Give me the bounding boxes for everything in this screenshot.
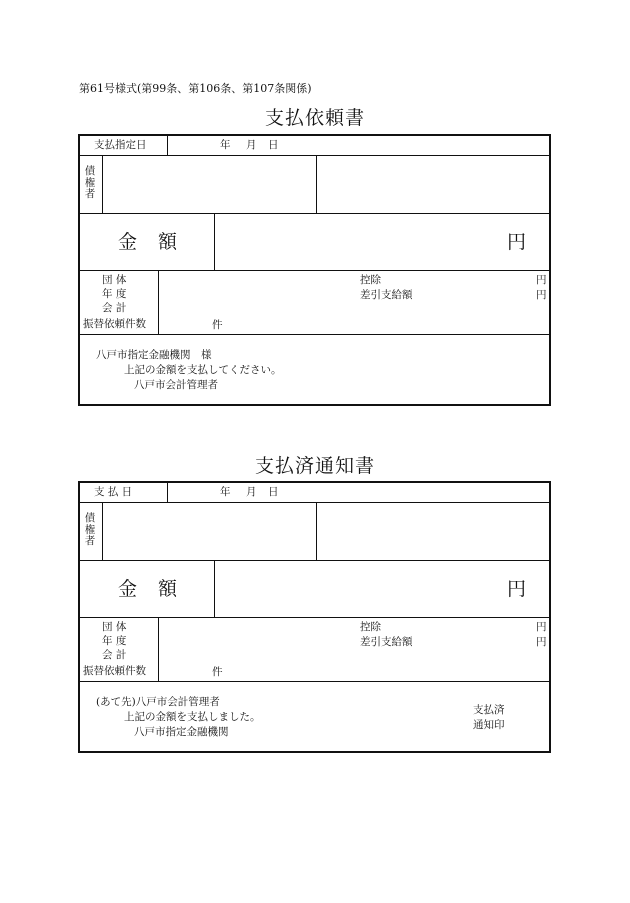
divider [316, 155, 317, 213]
divider [167, 136, 168, 155]
deduction-yen-unit: 円 [536, 274, 547, 286]
divider [80, 270, 549, 271]
count-unit: 件 [212, 319, 223, 331]
amount-label-gaku: 額 [158, 578, 179, 600]
divider [167, 483, 168, 502]
divider [214, 213, 215, 270]
divider [214, 560, 215, 617]
notice-stamp-label: 通知印 [473, 719, 505, 731]
yen-unit: 円 [507, 231, 528, 253]
transfer-count-label: 振替依頼件数 [83, 318, 146, 330]
count-unit: 件 [212, 666, 223, 678]
date-month-label: 月 [246, 486, 257, 498]
divider [80, 213, 549, 214]
divider [158, 270, 159, 334]
payment-date-label: 支 払 日 [94, 486, 133, 498]
amount-label-kin: 金 [118, 231, 139, 253]
notice-message: 上記の金額を支払しました。 [124, 711, 261, 723]
divider [80, 502, 549, 503]
notice-title: 支払済通知書 [254, 455, 375, 477]
divider [80, 681, 549, 682]
date-day-label: 日 [268, 139, 279, 151]
sender: 八戸市会計管理者 [134, 379, 218, 391]
request-title: 支払依頼書 [264, 107, 365, 129]
org-label: 団 体 [102, 621, 127, 633]
divider [80, 155, 549, 156]
account-label: 会 計 [102, 302, 127, 314]
form-code: 第61号様式(第99条、第106条、第107条関係) [79, 82, 312, 95]
deduction-yen-unit: 円 [536, 621, 547, 633]
net-pay-label: 差引支給額 [360, 636, 413, 648]
addressee: (あて先)八戸市会計管理者 [96, 696, 220, 708]
date-month-label: 月 [246, 139, 257, 151]
deduction-label: 控除 [360, 274, 381, 286]
payment-date-label: 支払指定日 [94, 139, 147, 151]
net-pay-label: 差引支給額 [360, 289, 413, 301]
net-pay-yen-unit: 円 [536, 636, 547, 648]
date-year-label: 年 [220, 486, 231, 498]
notice-form [78, 481, 551, 753]
creditor-label: 債権者 [84, 512, 96, 547]
request-form [78, 134, 551, 406]
divider [80, 617, 549, 618]
paid-stamp-label: 支払済 [473, 704, 505, 716]
org-label: 団 体 [102, 274, 127, 286]
deduction-label: 控除 [360, 621, 381, 633]
divider [102, 155, 103, 213]
creditor-label: 債権者 [84, 165, 96, 200]
account-label: 会 計 [102, 649, 127, 661]
request-message: 上記の金額を支払してください。 [124, 364, 282, 376]
date-day-label: 日 [268, 486, 279, 498]
yen-unit: 円 [507, 578, 528, 600]
fiscal-year-label: 年 度 [102, 288, 127, 300]
divider [102, 502, 103, 560]
net-pay-yen-unit: 円 [536, 289, 547, 301]
divider [80, 334, 549, 335]
transfer-count-label: 振替依頼件数 [83, 665, 146, 677]
amount-label-gaku: 額 [158, 231, 179, 253]
sender: 八戸市指定金融機関 [134, 726, 229, 738]
divider [80, 560, 549, 561]
amount-label-kin: 金 [118, 578, 139, 600]
addressee: 八戸市指定金融機関 様 [96, 349, 212, 361]
divider [158, 617, 159, 681]
date-year-label: 年 [220, 139, 231, 151]
fiscal-year-label: 年 度 [102, 635, 127, 647]
divider [316, 502, 317, 560]
